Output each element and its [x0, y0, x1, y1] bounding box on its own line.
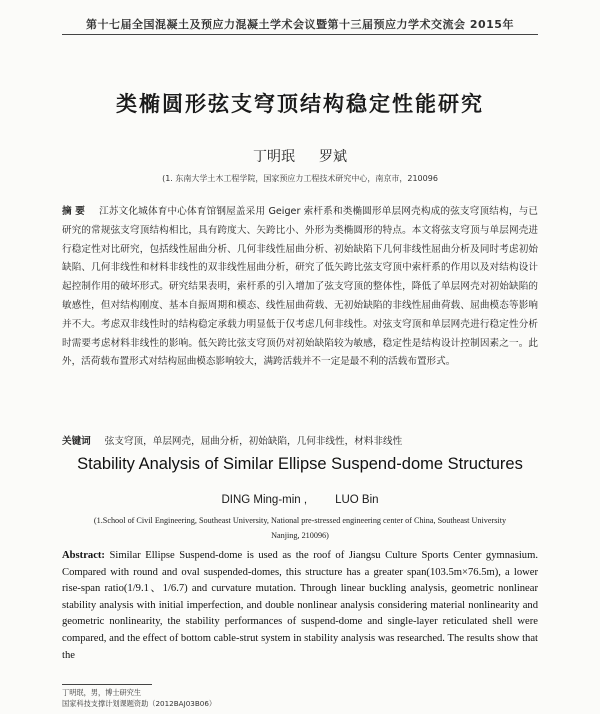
footnote-rule [62, 684, 152, 685]
footnote-funding: 国家科技支撑计划课题资助（2012BAJ03B06） [62, 699, 217, 708]
authors-english [0, 494, 600, 506]
title-english: Stability Analysis of Similar Ellipse Suspend-dome Structures [77, 455, 523, 473]
abstract-en-text: Similar Ellipse Suspend-dome is used as the roof of Jiangsu Culture Sports Center gymnasium. Compared with round and oval suspended-domes, this structure has a greater span(103.5m×76.5m), a lower rise-span ratio(1/9.1、1/6.7) and curvature mutation. Through linear buckling analysis, geometric nonlinear stability analysis with initial imperfection, and double nonlinear analysis considering material nonlinearity and geometric nonlinearity, the stability performances of suspend-dome and single-layer reticulated shell were compared, and the effect of bottom cable-strut system in stability analysis was researched. The results show that the [62, 550, 538, 661]
abstract-cn-text: 江苏文化城体育中心体育馆钢屋盖采用 Geiger 索杆系和类椭圆形单层网壳构成的弦支穹顶结构，与已研究的常规弦支穹顶结构相比，具有跨度大、矢跨比小、外形为类椭圆形的特点。本文将弦支穹顶与单层网壳进行稳定性对比研究，包括线性屈曲分析、几何非线性屈曲分析、初始缺陷下几何非线性屈曲分析及同时考虑初始缺陷、几何非线性和材料非线性的双非线性屈曲分析，研究了低矢跨比弦支穹顶中索杆系的作用以及对结构设计起控制作用的破坏形式。研究结果表明，索杆系的引入增加了弦支穹顶的整体性，降低了单层网壳对初始缺陷的敏感性，但对结构刚度、基本自振周期和模态、线性屈曲荷载、无初始缺陷的非线性屈曲荷载、屈曲模态等影响并不大。考虑双非线性时的结构稳定承载力明显低于仅考虑几何非线性。对弦支穹顶和单层网壳进行稳定性分析时需要考虑材料非线性的影响。低矢跨比弦支穹顶仍对初始缺陷较为敏感，稳定性是结构设计控制因素之一。此外，活荷载布置形式对结构屈曲模态影响较大，满跨活载并不一定是最不利的活载布置形式。 [62, 206, 538, 368]
keywords-cn-text: 弦支穹顶，单层网壳，屈曲分析，初始缺陷，几何非线性，材料非线性 [104, 436, 403, 447]
affiliation-chinese: (1. 东南大学土木工程学院，国家预应力工程技术研究中心，南京市，210096 [162, 174, 438, 183]
abstract-cn-label: 摘 要 [62, 206, 86, 217]
footnotes [62, 687, 216, 709]
abstract-english [62, 548, 538, 664]
abstract-en-label: Abstract: [62, 550, 105, 561]
authors-chinese [0, 146, 600, 166]
running-header: 第十七届全国混凝土及预应力混凝土学术会议暨第十三届预应力学术交流会 2015年 [86, 18, 514, 31]
author-cn-1: 丁明珉 [253, 149, 295, 165]
author-en-1: DING Ming-min , [221, 494, 308, 506]
title-chinese: 类椭圆形弦支穹顶结构稳定性能研究 [116, 92, 484, 116]
author-en-2: LUO Bin [335, 494, 379, 506]
keywords-chinese [62, 433, 538, 447]
footnote-author: 丁明珉，男，博士研究生 [62, 688, 142, 697]
header-rule [62, 34, 538, 35]
author-cn-2: 罗斌 [319, 149, 347, 165]
abstract-chinese [62, 203, 538, 372]
keywords-cn-label: 关键词 [62, 436, 91, 447]
affiliation-english: (1.School of Civil Engineering, Southeast University, National pre-stressed engineering center of China, Southeast University Nanjing, 210096) [93, 516, 507, 540]
